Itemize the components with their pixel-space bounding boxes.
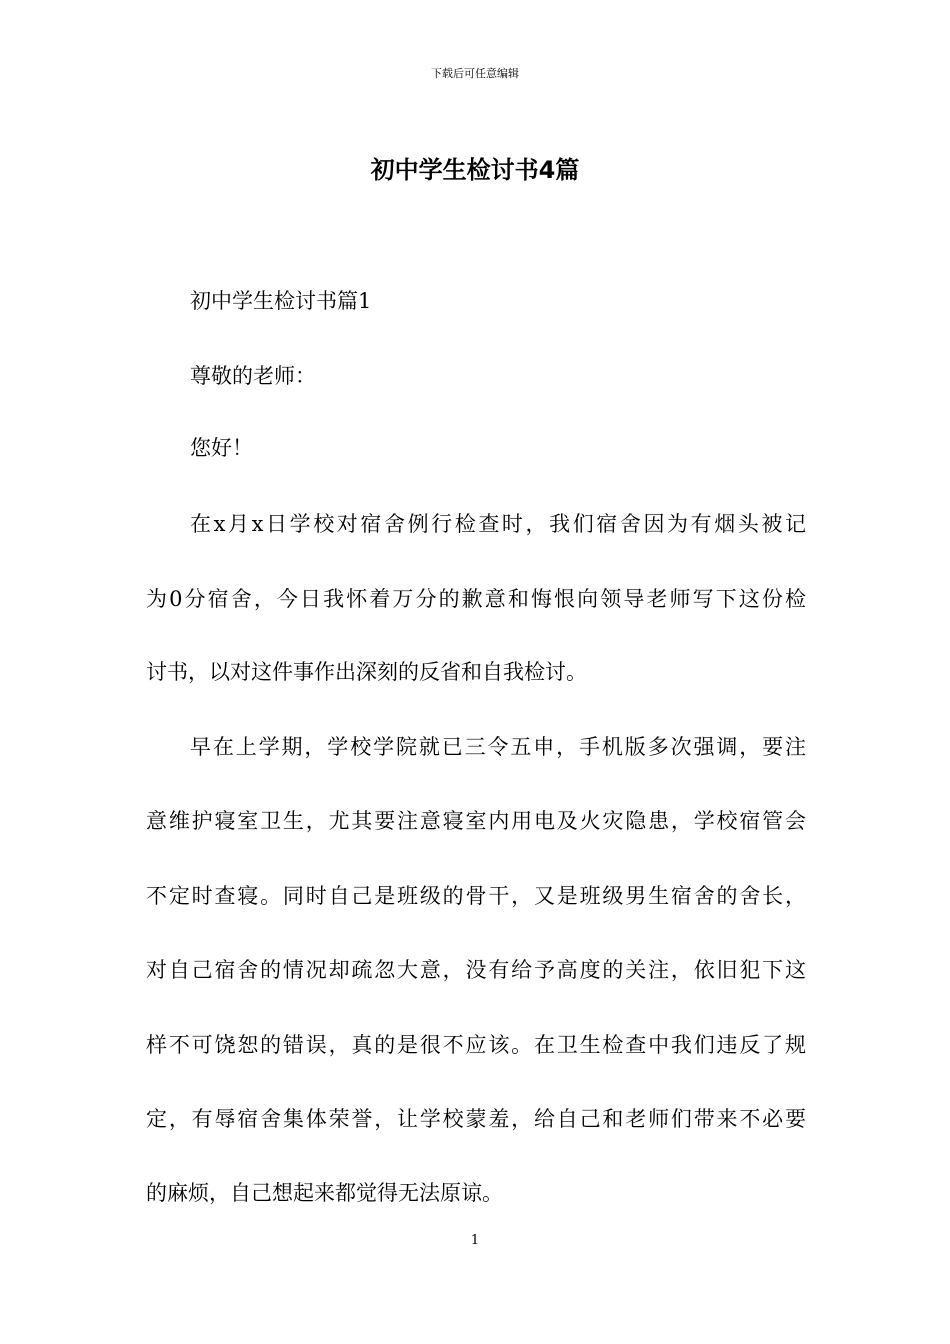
paragraph-line: 对自己宿舍的情况却疏忽大意，没有给予高度的关注，依旧犯下这: [146, 958, 806, 982]
paragraph-line: 定，有辱宿舍集体荣誉，让学校蒙羞，给自己和老师们带来不必要: [146, 1107, 806, 1131]
paragraph-line: 意维护寝室卫生，尤其要注意寝室内用电及火灾隐患，学校宿管会: [146, 809, 806, 833]
paragraph-line: 在x月x日学校对宿舍例行检查时，我们宿舍因为有烟头被记: [190, 512, 806, 536]
paragraph-line: 早在上学期，学校学院就已三令五申，手机版多次强调，要注: [190, 735, 806, 759]
document-title: 初中学生检讨书4篇: [370, 156, 580, 184]
section-heading: 初中学生检讨书篇1: [190, 289, 372, 313]
paragraph-line: 的麻烦，自己想起来都觉得无法原谅。: [146, 1181, 503, 1205]
paragraph-line: 讨书，以对这件事作出深刻的反省和自我检讨。: [146, 660, 587, 684]
greeting: 您好！: [190, 436, 253, 460]
salutation: 尊敬的老师：: [190, 364, 316, 388]
page-number: 1: [470, 1233, 480, 1248]
paragraph-line: 不定时查寝。同时自己是班级的骨干，又是班级男生宿舍的舍长，: [146, 884, 806, 908]
paragraph-line: 样不可饶恕的错误，真的是很不应该。在卫生检查中我们违反了规: [146, 1033, 806, 1057]
paragraph-line: 为0分宿舍，今日我怀着万分的歉意和悔恨向领导老师写下这份检: [146, 587, 806, 611]
header-note: 下载后可任意编辑: [431, 67, 519, 80]
